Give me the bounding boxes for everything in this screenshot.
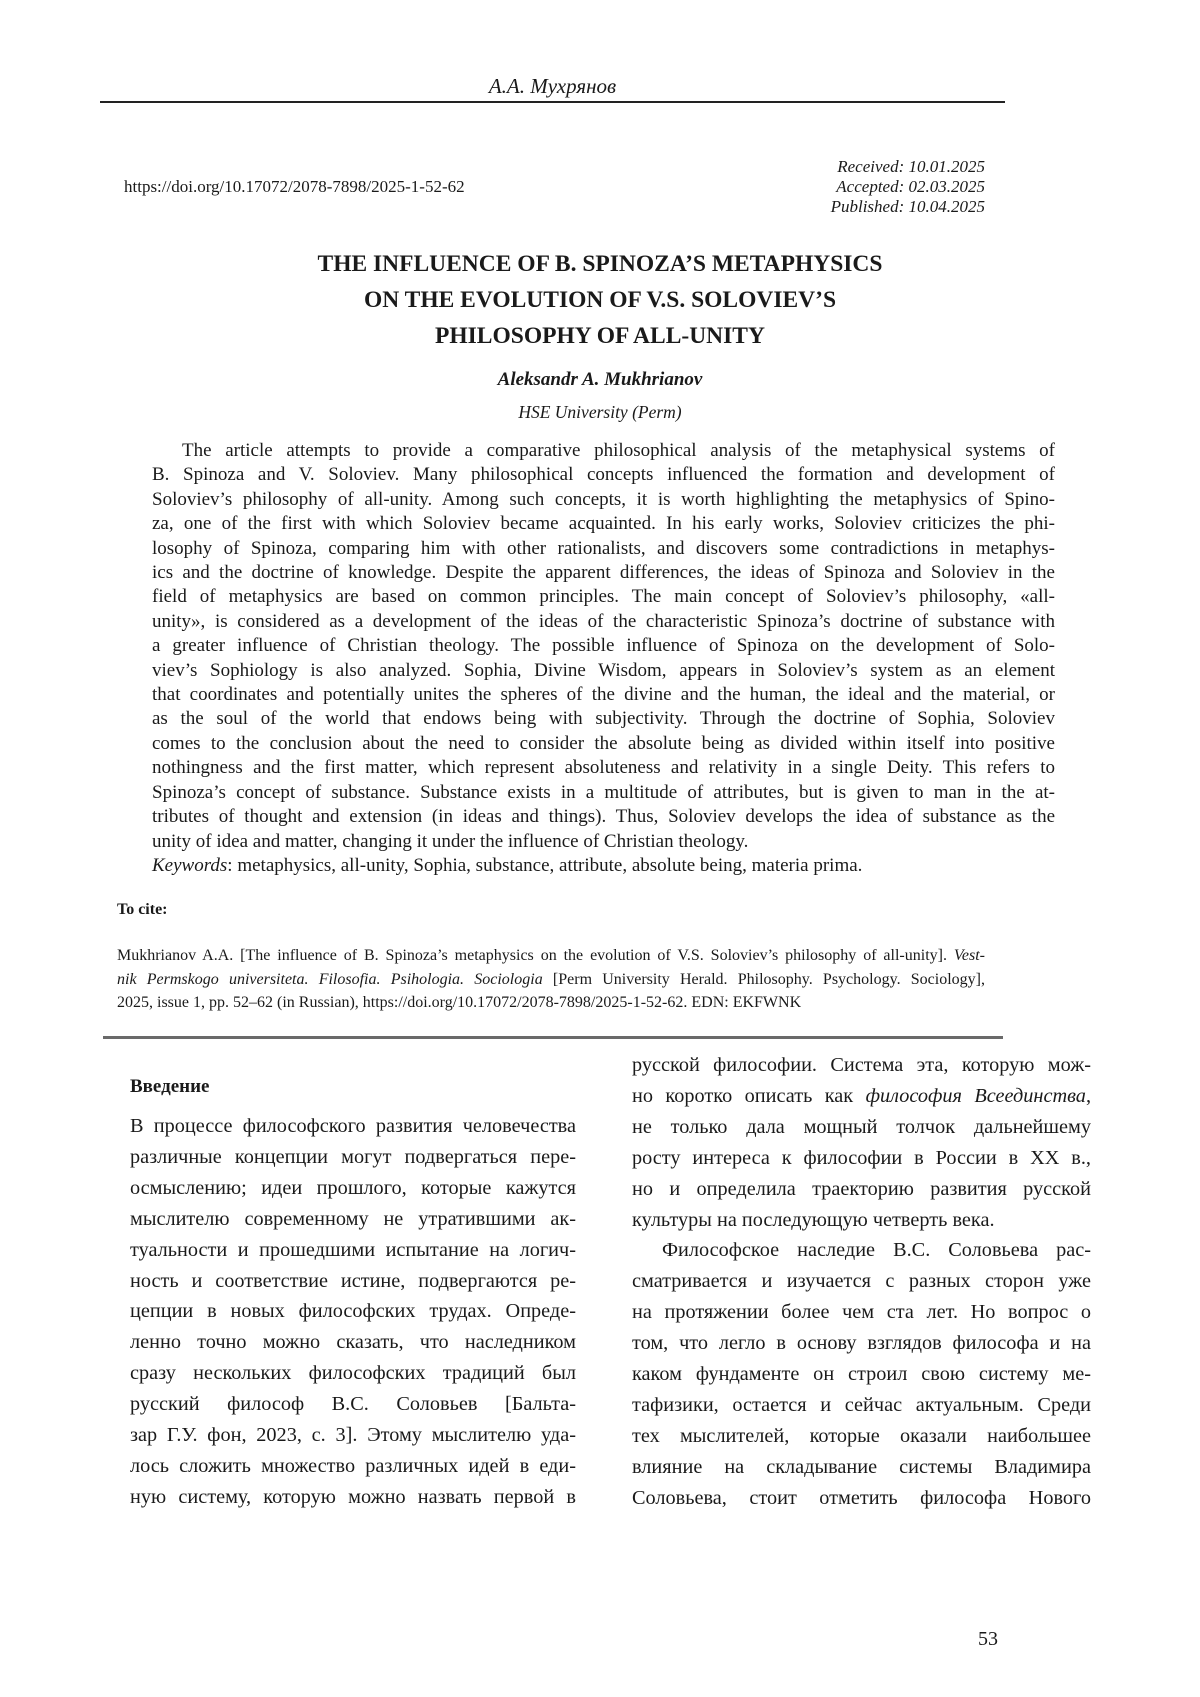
text-line: The article attempts to provide a comparative philosophical analysis of the metaphysical systems of bbox=[152, 439, 1055, 463]
accepted-date: Accepted: 02.03.2025 bbox=[831, 177, 985, 197]
header-rule bbox=[100, 101, 1005, 103]
text-line: Soloviev’s philosophy of all-unity. Among such concepts, it is worth highlighting the metaphysics of Spino- bbox=[152, 488, 1055, 512]
text-line: as the soul of the world that endows being with subjectivity. Through the doctrine of Sophia, Soloviev bbox=[152, 707, 1055, 731]
text-line: на протяжении более чем ста лет. Но вопрос о bbox=[632, 1297, 1091, 1328]
text-line: зар Г.У. фон, 2023, с. 3]. Этому мыслителю уда- bbox=[130, 1420, 576, 1451]
article-title bbox=[0, 246, 1200, 354]
text-line: росту интереса к философии в России в XX в., bbox=[632, 1143, 1091, 1174]
text-line: сразу нескольких философских традиций был bbox=[130, 1358, 576, 1389]
text-line: ную систему, которую можно назвать первой в bbox=[130, 1482, 576, 1513]
text-line: unity of idea and matter, changing it under the influence of Christian theology. bbox=[152, 830, 1055, 854]
text-line: культуры на последующую четверть века. bbox=[632, 1205, 1091, 1236]
author-name: Aleksandr A. Mukhrianov bbox=[0, 369, 1200, 391]
abstract bbox=[152, 439, 1055, 878]
right-column bbox=[632, 1050, 1091, 1514]
text-line: туальности и прошедшими испытание на логич- bbox=[130, 1235, 576, 1266]
text-line: that coordinates and potentially unites the spheres of the divine and the human, the ideal and the material, or bbox=[152, 683, 1055, 707]
text-line: осмыслению; идеи прошлого, которые кажутся bbox=[130, 1173, 576, 1204]
keywords bbox=[152, 854, 1055, 878]
text-line: тех мыслителей, которые оказали наибольшее bbox=[632, 1421, 1091, 1452]
text-line: влияние на складывание системы Владимира bbox=[632, 1452, 1091, 1483]
citation-journal: Vest- bbox=[954, 947, 985, 964]
section-divider bbox=[103, 1036, 1003, 1039]
text-line: Философское наследие В.С. Соловьева рас- bbox=[632, 1235, 1091, 1266]
published-date: Published: 10.04.2025 bbox=[831, 197, 985, 217]
article-dates bbox=[831, 157, 985, 217]
title-line: THE INFLUENCE OF B. SPINOZA’S METAPHYSICS bbox=[0, 246, 1200, 282]
left-column bbox=[130, 1111, 576, 1513]
text-line: лось сложить множество различных идей в еди- bbox=[130, 1451, 576, 1482]
citation bbox=[117, 944, 985, 1015]
title-line: ON THE EVOLUTION OF V.S. SOLOVIEV’S bbox=[0, 282, 1200, 318]
text-line: каком фундаменте он строил свою систему ме- bbox=[632, 1359, 1091, 1390]
text-line: В процессе философского развития человечества bbox=[130, 1111, 576, 1142]
italic-term: философия Всеединства bbox=[866, 1085, 1086, 1107]
citation-text: [Perm University Herald. Philosophy. Psychology. Sociology], bbox=[543, 971, 985, 988]
text-line bbox=[632, 1081, 1091, 1112]
text-line: ность и соответствие истине, подвергаются ре- bbox=[130, 1266, 576, 1297]
text-line: viev’s Sophiology is also analyzed. Sophia, Divine Wisdom, appears in Soloviev’s system as an element bbox=[152, 659, 1055, 683]
text-line: цепции в новых философских трудах. Опреде- bbox=[130, 1296, 576, 1327]
citation-text: 2025, issue 1, pp. 52–62 (in Russian), https://doi.org/10.17072/2078-7898/2025-1-52-62. EDN: EKFWNK bbox=[117, 991, 985, 1015]
text-line: русский философ В.С. Соловьев [Бальта- bbox=[130, 1389, 576, 1420]
text-line: nothingness and the first matter, which represent absoluteness and relativity in a single Deity. This refers to bbox=[152, 756, 1055, 780]
text-line: B. Spinoza and V. Soloviev. Many philosophical concepts influenced the formation and development of bbox=[152, 463, 1055, 487]
doi-link[interactable]: https://doi.org/10.17072/2078-7898/2025-1-52-62 bbox=[124, 177, 465, 197]
text-span: но коротко описать как bbox=[632, 1085, 866, 1107]
running-head: А.А. Мухрянов bbox=[100, 74, 1005, 99]
text-line: unity», is considered as a development of the ideas of the characteristic Spinoza’s doctrine of substance with bbox=[152, 610, 1055, 634]
text-line: comes to the conclusion about the need to consider the absolute being as divided within itself into positive bbox=[152, 732, 1055, 756]
text-line: мыслителю современному не утратившими ак- bbox=[130, 1204, 576, 1235]
page-number: 53 bbox=[978, 1628, 998, 1651]
citation-text: Mukhrianov A.A. [The influence of B. Spinoza’s metaphysics on the evolution of V.S. Soloviev’s philosophy of all-unity]. bbox=[117, 947, 954, 964]
citation-heading: To cite: bbox=[117, 901, 168, 919]
keywords-label: Keywords bbox=[152, 855, 227, 876]
text-line: losophy of Spinoza, comparing him with other rationalists, and discovers some contradictions in metaphys- bbox=[152, 537, 1055, 561]
text-line: ics and the doctrine of knowledge. Despite the apparent differences, the ideas of Spinoza and Soloviev in the bbox=[152, 561, 1055, 585]
text-line: field of metaphysics are based on common principles. The main concept of Soloviev’s philosophy, «all- bbox=[152, 585, 1055, 609]
text-line: различные концепции могут подвергаться пере- bbox=[130, 1142, 576, 1173]
text-line: сматривается и изучается с разных сторон уже bbox=[632, 1266, 1091, 1297]
text-line: tributes of thought and extension (in ideas and things). Thus, Soloviev develops the idea of substance as the bbox=[152, 805, 1055, 829]
title-line: PHILOSOPHY OF ALL-UNITY bbox=[0, 318, 1200, 354]
text-line: za, one of the first with which Soloviev became acquainted. In his early works, Soloviev criticizes the phi- bbox=[152, 512, 1055, 536]
text-line: тафизики, остается и сейчас актуальным. Среди bbox=[632, 1390, 1091, 1421]
text-line: Соловьева, стоит отметить философа Нового bbox=[632, 1483, 1091, 1514]
affiliation: HSE University (Perm) bbox=[0, 402, 1200, 423]
text-line: a greater influence of Christian theology. The possible influence of Spinoza on the development of Solo- bbox=[152, 634, 1055, 658]
text-line: том, что легло в основу взглядов философа и на bbox=[632, 1328, 1091, 1359]
text-span: , bbox=[1086, 1085, 1091, 1107]
keywords-list: : metaphysics, all-unity, Sophia, substance, attribute, absolute being, materia prima. bbox=[227, 855, 862, 876]
received-date: Received: 10.01.2025 bbox=[831, 157, 985, 177]
text-line: не только дала мощный толчок дальнейшему bbox=[632, 1112, 1091, 1143]
section-heading-introduction: Введение bbox=[130, 1076, 210, 1098]
citation-journal: nik Permskogo universiteta. Filosofia. Psihologia. Sociologia bbox=[117, 971, 543, 988]
text-line: но и определила траекторию развития русской bbox=[632, 1174, 1091, 1205]
text-line: Spinoza’s concept of substance. Substance exists in a multitude of attributes, but is given to man in the at- bbox=[152, 781, 1055, 805]
text-line: русской философии. Система эта, которую мож- bbox=[632, 1050, 1091, 1081]
text-line: ленно точно можно сказать, что наследником bbox=[130, 1327, 576, 1358]
